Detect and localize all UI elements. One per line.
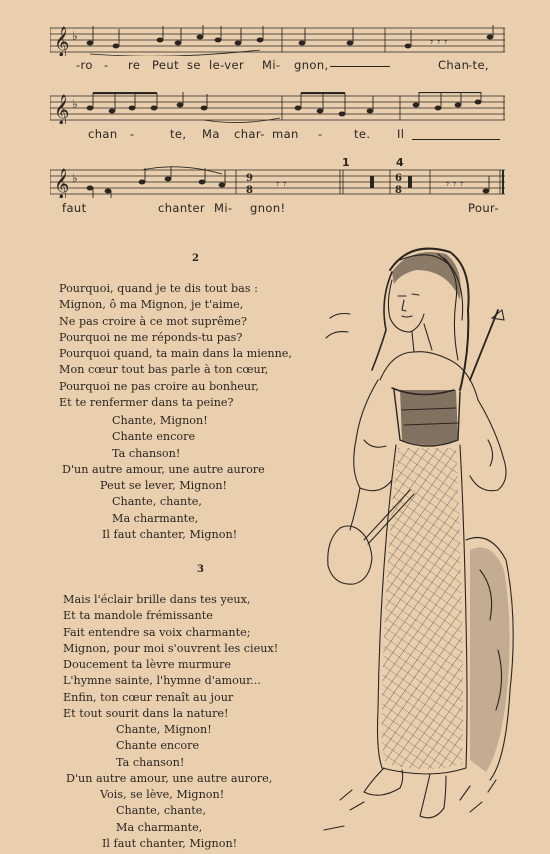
refrain-line: Il faut chanter, Mignon!	[102, 837, 238, 851]
refrain-2	[62, 413, 265, 543]
verse-2	[59, 281, 292, 411]
measure-number: 4	[396, 156, 404, 169]
staff-3-notation	[50, 166, 505, 198]
syllable: Pour-	[468, 201, 499, 215]
woman-with-mandolin-drawing	[320, 240, 520, 850]
verse-3	[63, 592, 278, 722]
svg-text:𝄞: 𝄞	[54, 169, 70, 198]
syllable: Mi-	[214, 201, 233, 215]
syllable: man	[272, 127, 299, 141]
syllable: char-	[234, 127, 265, 141]
svg-text:𝄾 𝄾: 𝄾 𝄾	[276, 177, 287, 191]
verse-line: Pourquoi quand, ta main dans la mienne,	[59, 347, 292, 361]
syllable: -ro	[76, 58, 93, 72]
syllable: -te,	[468, 58, 489, 72]
staff-2-notation	[50, 92, 505, 124]
refrain-line: Chante, Mignon!	[112, 414, 208, 427]
lyrics-line-1	[0, 58, 550, 74]
syllable: re	[128, 58, 141, 72]
svg-text:♭: ♭	[72, 171, 78, 185]
verse-line: Pourquoi ne pas croire au bonheur,	[59, 379, 259, 393]
refrain-line: Chante, chante,	[116, 804, 206, 818]
refrain-3	[66, 722, 272, 852]
verse-line: Et te renfermer dans ta peine?	[59, 396, 234, 410]
syllable: Ma	[202, 127, 220, 141]
lyrics-line-3	[0, 201, 550, 217]
svg-text:8: 8	[395, 185, 402, 196]
verse-line: L'hymne sainte, l'hymne d'amour...	[63, 674, 261, 688]
melisma-line	[412, 139, 500, 140]
svg-text:𝄾 𝄾 𝄾: 𝄾 𝄾 𝄾	[446, 177, 464, 191]
syllable: Mi-	[262, 58, 281, 72]
syllable: -	[318, 127, 323, 141]
music-staff-2	[50, 92, 505, 122]
refrain-line: Ta chanson!	[116, 755, 185, 769]
refrain-line: Ma charmante,	[112, 511, 199, 525]
syllable: gnon!	[250, 201, 286, 215]
syllable: gnon,	[294, 58, 329, 72]
verse-line: Mignon, ô ma Mignon, je t'aime,	[59, 298, 244, 312]
syllable: -	[104, 58, 109, 72]
verse-line: Fait entendre sa voix charmante;	[63, 625, 251, 639]
syllable: Peut	[152, 58, 179, 72]
verse-line: Mon cœur tout bas parle à ton cœur,	[59, 363, 269, 377]
refrain-line: Ma charmante,	[116, 820, 203, 834]
svg-text:6: 6	[395, 173, 402, 184]
music-staff-3	[50, 166, 505, 196]
verse-line: Mais l'éclair brille dans tes yeux,	[63, 593, 251, 606]
verse-line: Et ta mandole frémissante	[63, 609, 213, 623]
syllable: faut	[62, 201, 87, 215]
verse-line: Ne pas croire à ce mot suprême?	[59, 314, 247, 328]
syllable: -	[130, 127, 135, 141]
verse-line: Pourquoi ne me réponds-tu pas?	[59, 330, 243, 344]
syllable: te.	[354, 127, 371, 141]
svg-text:8: 8	[246, 185, 253, 196]
syllable: chanter	[158, 201, 206, 215]
syllable: se	[187, 58, 201, 72]
svg-text:𝄞: 𝄞	[54, 95, 70, 124]
mignon-illustration	[320, 240, 520, 850]
verse-number: 3	[197, 564, 204, 575]
refrain-line: Chante, chante,	[112, 495, 202, 509]
svg-text:𝄾 𝄾 𝄾: 𝄾 𝄾 𝄾	[430, 35, 448, 49]
verse-line: Enfin, ton cœur renaît au jour	[63, 690, 234, 704]
refrain-line: Chante, Mignon!	[116, 723, 212, 736]
refrain-line: D'un autre amour, une autre aurore,	[66, 771, 273, 785]
refrain-line: D'un autre amour, une autre aurore	[62, 462, 265, 476]
verse-line: Et tout sourit dans la nature!	[63, 707, 229, 721]
refrain-line: Il faut chanter, Mignon!	[102, 528, 238, 542]
refrain-line: Vois, se lève, Mignon!	[100, 788, 225, 802]
measure-number: 1	[342, 156, 350, 169]
syllable: chan	[88, 127, 118, 141]
syllable: te,	[170, 127, 187, 141]
verse-line: Mignon, pour moi s'ouvrent les cieux!	[63, 641, 279, 655]
refrain-line: Chante encore	[112, 430, 196, 444]
melisma-line	[330, 66, 390, 67]
refrain-line: Ta chanson!	[112, 446, 181, 460]
verse-number: 2	[192, 253, 199, 264]
lyrics-line-2	[0, 127, 550, 143]
verse-line: Doucement ta lèvre murmure	[63, 658, 231, 672]
syllable: Chan	[438, 58, 470, 72]
svg-text:♭: ♭	[72, 29, 78, 43]
refrain-line: Chante encore	[116, 739, 200, 753]
svg-text:♭: ♭	[72, 97, 78, 111]
music-staff-1	[50, 24, 505, 54]
verse-line: Pourquoi, quand je te dis tout bas :	[59, 282, 258, 295]
syllable: le-ver	[209, 58, 245, 72]
syllable: Il	[397, 127, 405, 141]
refrain-line: Peut se lever, Mignon!	[100, 479, 228, 493]
staff-1-notation	[50, 24, 505, 56]
svg-text:9: 9	[246, 173, 253, 184]
svg-text:𝄞: 𝄞	[54, 27, 70, 56]
